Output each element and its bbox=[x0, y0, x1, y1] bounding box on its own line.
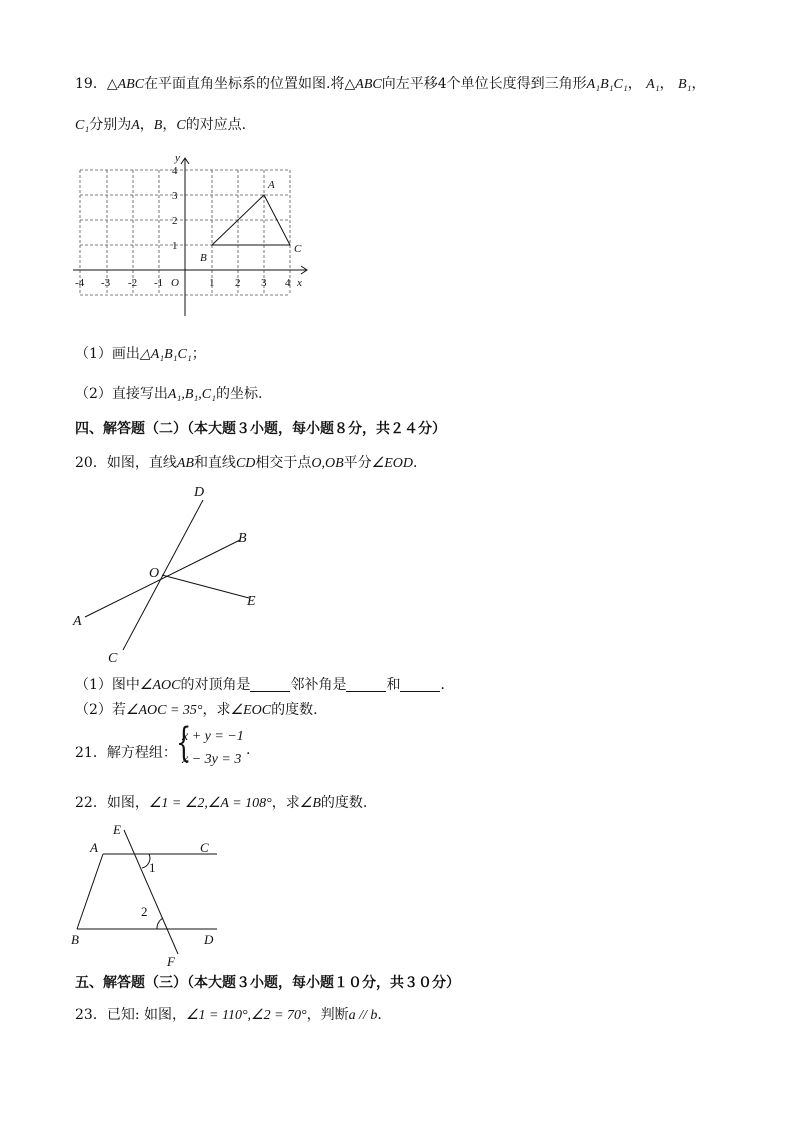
y-axis-label: y bbox=[175, 152, 180, 164]
x-tick: 3 bbox=[261, 277, 267, 289]
q22-line bbox=[75, 792, 367, 812]
q22-text: 的度数. bbox=[320, 795, 368, 811]
sep: ， bbox=[139, 117, 154, 133]
point-a: A bbox=[131, 118, 140, 133]
angle-1-label: 1 bbox=[149, 860, 156, 875]
point-b-label: B bbox=[200, 252, 207, 264]
line-ef bbox=[124, 830, 178, 954]
parallel-ab: a // b bbox=[348, 1008, 378, 1023]
y-tick: 1 bbox=[172, 240, 178, 252]
label-o: O bbox=[149, 566, 160, 581]
segment-ab bbox=[77, 854, 103, 929]
answer-blank-2[interactable] bbox=[346, 677, 386, 692]
sep: ， bbox=[659, 76, 674, 92]
label-b: B bbox=[238, 531, 247, 546]
q23-line bbox=[75, 1004, 382, 1024]
q23-text: . bbox=[377, 1007, 382, 1023]
q19-part1-tri: △A₁B₁C₁ bbox=[139, 347, 192, 362]
angle-2-label: 2 bbox=[141, 904, 148, 919]
line-ab: AB bbox=[176, 456, 194, 471]
q20-text: 相交于点 bbox=[255, 455, 312, 471]
q20-text: 和直线 bbox=[193, 455, 236, 471]
label-a: A bbox=[90, 840, 98, 855]
triangle-symbol: △ bbox=[106, 76, 118, 92]
label-c: C bbox=[108, 651, 118, 666]
q19-abc: ABC bbox=[355, 77, 382, 92]
q19-part1-end: ； bbox=[191, 346, 206, 362]
label-a: A bbox=[73, 614, 82, 629]
ray-oe bbox=[162, 575, 249, 598]
label-c: C bbox=[200, 840, 209, 855]
q19-b1: B₁ bbox=[678, 77, 692, 92]
q19-text: 在平面直角坐标系的位置如图.将 bbox=[144, 76, 345, 92]
q19-four: 4 bbox=[437, 76, 447, 92]
system-brace: { bbox=[176, 720, 192, 766]
section-5-heading: 五、解答题（三）（本大题３小题，每小题１０分，共３０分） bbox=[75, 975, 460, 991]
x-axis-label: x bbox=[297, 277, 302, 289]
point-a-label: A bbox=[268, 179, 275, 191]
q20-text: 的度数. bbox=[271, 702, 318, 718]
q19-text: 向左平移 bbox=[381, 76, 438, 92]
q23-text: 23．已知: 如图， bbox=[75, 1007, 186, 1023]
q20-text: ． bbox=[413, 455, 427, 471]
angle-2-arc bbox=[157, 918, 163, 929]
q20-text: （1）图中 bbox=[75, 677, 140, 693]
q19-part2-text: （2）直接写出 bbox=[75, 386, 168, 402]
point-b: B bbox=[153, 118, 163, 133]
x-tick: -4 bbox=[75, 277, 85, 289]
equation-2: x − 3y = 3 bbox=[182, 752, 242, 767]
y-tick: 2 bbox=[172, 215, 178, 227]
q19-part2-end: 的坐标. bbox=[215, 386, 263, 402]
q19-part1 bbox=[75, 343, 206, 363]
intersecting-lines-figure bbox=[65, 480, 285, 670]
angle-aoc: ∠AOC bbox=[139, 678, 181, 693]
x-tick: 1 bbox=[209, 277, 215, 289]
q19-c1: C₁ bbox=[75, 118, 90, 133]
q20-text: 邻补角是 bbox=[290, 677, 347, 693]
q19-number: 19． bbox=[75, 76, 107, 92]
sep: ， bbox=[691, 76, 706, 92]
label-e: E bbox=[247, 594, 256, 609]
q19-line2 bbox=[75, 114, 246, 134]
coordinate-grid-figure bbox=[65, 148, 325, 323]
q20-text: ． bbox=[440, 677, 455, 693]
point-c: C bbox=[176, 118, 186, 133]
q22-condition: ∠1 = ∠2,∠A = 108° bbox=[148, 796, 272, 811]
q23-text: ，判断 bbox=[306, 1007, 349, 1023]
origin-label: O bbox=[171, 277, 179, 289]
trapezoid-figure bbox=[65, 820, 225, 968]
q20-line1 bbox=[75, 452, 427, 472]
point-o-ob: O,OB bbox=[311, 456, 344, 471]
equation-1: x + y = −1 bbox=[182, 729, 244, 744]
q19-tri1: A₁B₁C₁ bbox=[586, 77, 628, 92]
q19-a1: A₁ bbox=[646, 77, 660, 92]
point-c-label: C bbox=[294, 243, 302, 255]
triangle-symbol: △ bbox=[344, 76, 356, 92]
q20-text: （2）若 bbox=[75, 702, 126, 718]
q19-part2-points: A₁,B₁,C₁ bbox=[167, 387, 216, 402]
label-d: D bbox=[194, 485, 205, 500]
x-tick: 4 bbox=[285, 277, 291, 289]
q20-text: 20．如图，直线 bbox=[75, 455, 177, 471]
answer-blank-1[interactable] bbox=[250, 677, 290, 692]
q20-text: 的对顶角是 bbox=[180, 677, 251, 693]
q20-part2 bbox=[75, 699, 318, 719]
label-f: F bbox=[167, 954, 175, 968]
q19-part2 bbox=[75, 383, 262, 403]
q19-line1 bbox=[75, 73, 705, 93]
q22-text: ，求 bbox=[271, 795, 300, 811]
sep: ， bbox=[627, 76, 642, 92]
q19-text: 的对应点. bbox=[185, 117, 247, 133]
y-tick: 3 bbox=[172, 190, 178, 202]
x-tick: 2 bbox=[235, 277, 241, 289]
answer-blank-3[interactable] bbox=[400, 677, 440, 692]
line-cd: CD bbox=[235, 456, 256, 471]
label-b: B bbox=[71, 932, 79, 947]
angle-aoc-value: ∠AOC = 35° bbox=[125, 703, 203, 718]
line-ab bbox=[85, 540, 240, 617]
q19-part1-text: （1）画出 bbox=[75, 346, 140, 362]
q20-text: 和 bbox=[386, 677, 401, 693]
x-tick: -2 bbox=[128, 277, 138, 289]
x-tick: -1 bbox=[154, 277, 164, 289]
q22-text: 22．如图， bbox=[75, 795, 149, 811]
q19-abc: ABC bbox=[117, 77, 145, 92]
q23-condition: ∠1 = 110°,∠2 = 70° bbox=[185, 1008, 307, 1023]
y-tick: 4 bbox=[172, 165, 178, 177]
q19-text: 分别为 bbox=[89, 117, 132, 133]
q21-text: 21．解方程组： bbox=[75, 745, 177, 761]
q21-end: . bbox=[246, 742, 251, 758]
label-e: E bbox=[113, 822, 121, 837]
section-4-heading: 四、解答题（二）（本大题３小题，每小题８分，共２４分） bbox=[75, 421, 446, 437]
sep: ， bbox=[162, 117, 177, 133]
q20-text: ，求 bbox=[202, 702, 231, 718]
x-tick: -3 bbox=[101, 277, 111, 289]
q20-part1 bbox=[75, 674, 454, 694]
q19-text: 个单位长度得到三角形 bbox=[446, 76, 587, 92]
q20-text: 平分 bbox=[343, 455, 372, 471]
angle-b: ∠B bbox=[299, 796, 321, 811]
angle-eoc: ∠EOC bbox=[230, 703, 272, 718]
angle-eod: ∠EOD bbox=[371, 456, 413, 471]
label-d: D bbox=[204, 932, 214, 947]
